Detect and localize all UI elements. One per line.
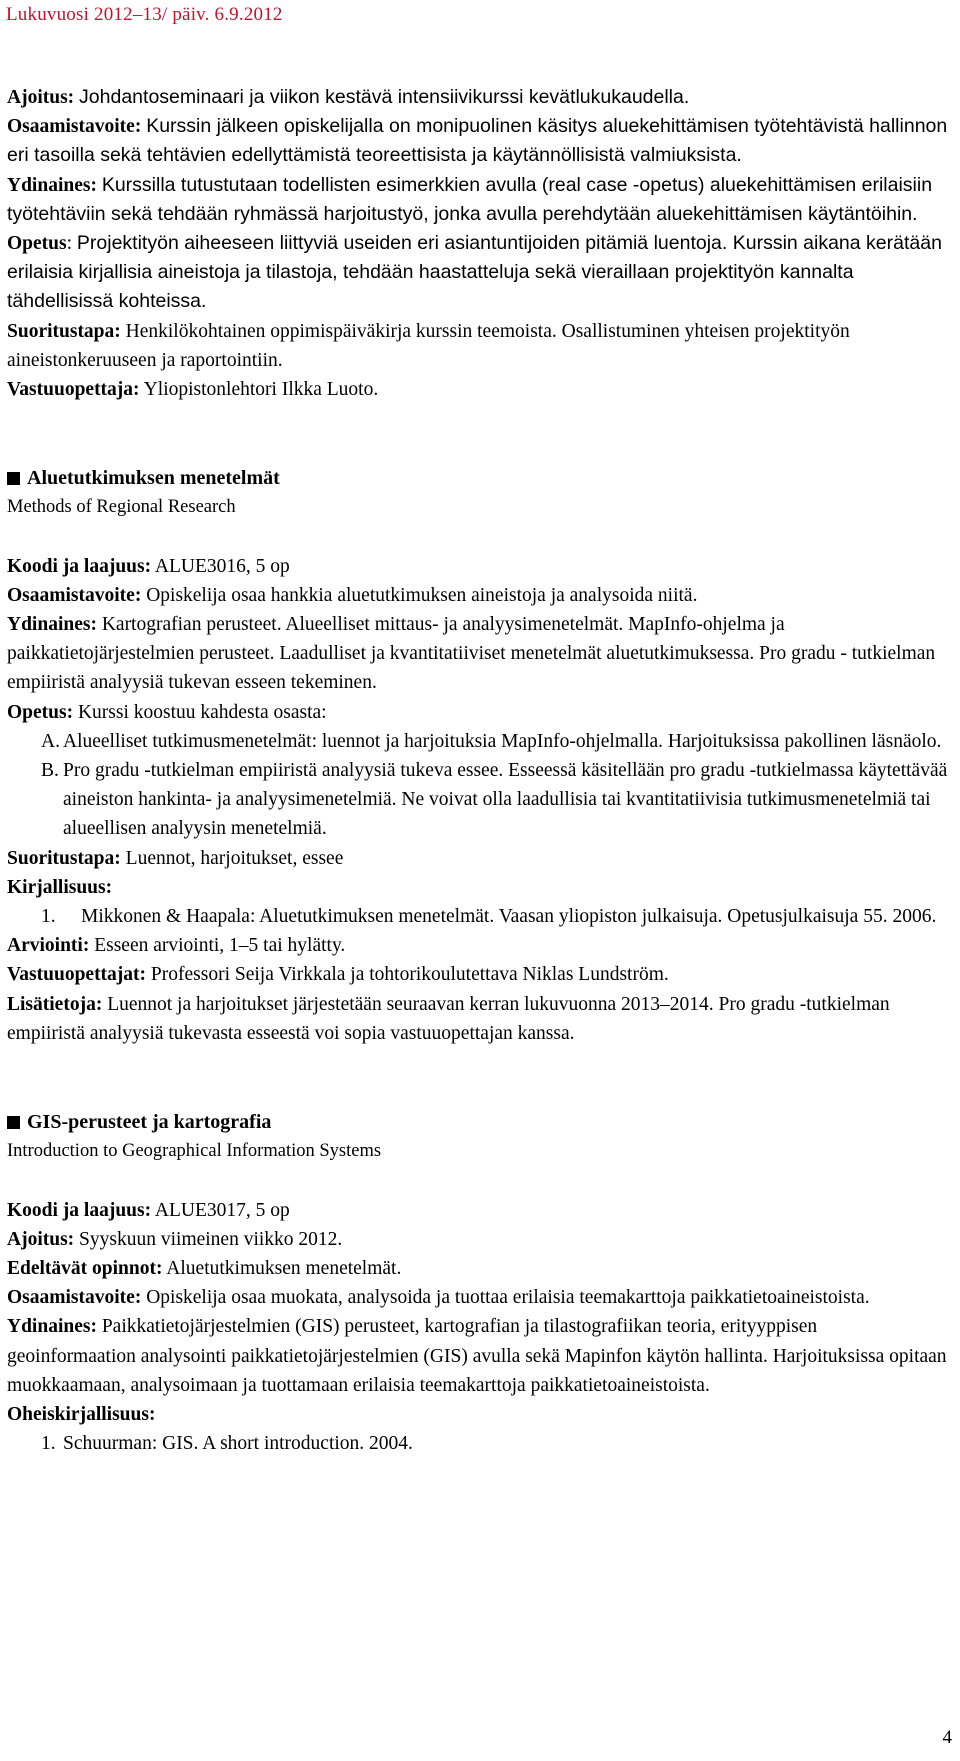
field-value: Kurssilla tutustutaan todellisten esimerkkien avulla (real case -opetus) aluekehittämisen erilaisiin työtehtäviin sekä tehdään ryhmässä harjoitustyö, jonka avulla perehdytään aluekehittämisen käytäntöihin. <box>7 173 933 225</box>
list-marker: 1. <box>41 1433 56 1455</box>
field-vastuuopettaja <box>7 375 950 404</box>
field-label: Suoritustapa: <box>7 320 121 342</box>
field-colon: : <box>66 233 73 255</box>
field-ydinaines <box>7 1312 950 1400</box>
field-arviointi <box>7 931 950 960</box>
spacer <box>7 1167 950 1196</box>
field-value: Luennot, harjoitukset, essee <box>125 847 344 869</box>
square-bullet-icon <box>7 472 20 485</box>
field-kirjallisuus <box>7 873 950 902</box>
field-label: Ydinaines: <box>7 614 97 636</box>
field-label: Ajoitus: <box>7 87 75 108</box>
field-value: Aluetutkimuksen menetelmät. <box>166 1257 402 1279</box>
field-value: Syyskuun viimeinen viikko 2012. <box>79 1228 343 1250</box>
field-value: Kurssin jälkeen opiskelijalla on monipuolinen käsitys aluekehittämisen työtehtävistä hallinnon eri tasoilla sekä tehtävien edellyttämistä teoreettisista ja käytännöllisistä valmiuksista. <box>7 115 948 167</box>
course-title <box>7 464 950 493</box>
field-lisatietoja <box>7 990 950 1048</box>
field-label: Edeltävät opinnot: <box>7 1257 163 1279</box>
field-ajoitus <box>7 1225 950 1254</box>
spacer <box>7 404 950 464</box>
course-subtitle: Methods of Regional Research <box>7 497 236 518</box>
field-value: Opiskelija osaa hankkia aluetutkimuksen aineistoja ja analysoida niitä. <box>146 584 698 606</box>
literature-list <box>7 902 950 931</box>
field-osaamistavoite <box>7 1283 950 1312</box>
field-label: Lisätietoja: <box>7 993 103 1015</box>
field-suoritustapa <box>7 844 950 873</box>
field-suoritustapa <box>7 317 950 375</box>
field-vastuuopettajat <box>7 960 950 989</box>
field-value: Esseen arviointi, 1–5 tai hylätty. <box>94 935 346 957</box>
list-marker: B. <box>41 760 59 782</box>
parts-list <box>7 727 950 844</box>
field-label: Oheiskirjallisuus: <box>7 1403 156 1425</box>
field-value: Kurssi koostuu kahdesta osasta: <box>77 701 327 723</box>
field-value: Yliopistonlehtori Ilkka Luoto. <box>143 379 379 401</box>
field-edeltavat <box>7 1254 950 1283</box>
field-label: Suoritustapa: <box>7 847 121 869</box>
field-value: ALUE3017, 5 op <box>154 1199 290 1221</box>
literature-list <box>7 1429 950 1458</box>
course-title-text: GIS-perusteet ja kartografia <box>27 1111 272 1134</box>
field-label: Kirjallisuus: <box>7 876 113 898</box>
list-text: Schuurman: GIS. A short introduction. 2004. <box>63 1433 413 1455</box>
course-section-gis-perusteet <box>7 1108 950 1458</box>
page-number: 4 <box>942 1727 952 1748</box>
page-header: Lukuvuosi 2012–13/ päiv. 6.9.2012 <box>6 4 283 25</box>
field-koodi <box>7 1196 950 1225</box>
list-marker: 1. <box>41 906 56 928</box>
field-label: Ajoitus: <box>7 1228 75 1250</box>
field-label: Koodi ja laajuus: <box>7 555 152 577</box>
course-title-text: Aluetutkimuksen menetelmät <box>27 467 280 490</box>
course-section-continued <box>7 83 950 404</box>
list-text: Mikkonen & Haapala: Aluetutkimuksen menetelmät. Vaasan yliopiston julkaisuja. Opetusjulkaisuja 55. 2006. <box>81 906 937 928</box>
field-label: Vastuuopettaja: <box>7 379 140 401</box>
field-label: Osaamistavoite: <box>7 584 142 606</box>
field-value: Paikkatietojärjestelmien (GIS) perusteet, kartografian ja tilastografiikan teoria, erityyppisen geoinformaation analysointi paikkatietojärjestelmien (GIS) avulla sekä Mapinfon käytön hallinta. Harjoituksissa opitaan muokkaamaan, analysoimaan ja tuottamaan erilaisia teemakarttoja paikkatietoaineistoista. <box>7 1316 947 1396</box>
course-section-aluetutkimuksen-menetelmat <box>7 464 950 1048</box>
field-value: Luennot ja harjoitukset järjestetään seuraavan kerran lukuvuonna 2013–2014. Pro gradu -tutkielman empiiristä analyysiä tukevasta esseestä voi sopia vastuuopettajan kanssa. <box>7 993 890 1044</box>
list-text: Pro gradu -tutkielman empiiristä analyysiä tukeva essee. Esseessä käsitellään pro gradu -tutkielmassa käytettävää aineiston hankinta- ja analyysimenetelmiä. Ne voivat olla laadullisia tai kvantitatiivisia tutkimusmenetelmiä tai alueellisen analyysin menetelmiä. <box>63 760 948 840</box>
field-label: Arviointi: <box>7 935 90 957</box>
field-value: Professori Seija Virkkala ja tohtorikoulutettava Niklas Lundström. <box>150 964 669 986</box>
field-label: Osaamistavoite: <box>7 116 142 138</box>
field-label: Koodi ja laajuus: <box>7 1199 152 1221</box>
list-item <box>7 727 950 756</box>
field-koodi <box>7 552 950 581</box>
course-subtitle: Introduction to Geographical Information Systems <box>7 1141 382 1162</box>
list-marker: A. <box>41 730 60 752</box>
field-opetus <box>7 698 950 727</box>
square-bullet-icon <box>7 1116 20 1129</box>
field-ydinaines <box>7 171 950 229</box>
field-value: Henkilökohtainen oppimispäiväkirja kurssin teemoista. Osallistuminen yhteisen projektityön aineistonkeruuseen ja raportointiin. <box>7 320 850 371</box>
field-value: Kartografian perusteet. Alueelliset mittaus- ja analyysimenetelmät. MapInfo-ohjelma ja paikkatietojärjestelmien perusteet. Laadulliset ja kvantitatiiviset menetelmät aluetutkimuksessa. Pro gradu - tutkielman empiiristä analyysiä tukevan esseen tekeminen. <box>7 614 936 694</box>
field-osaamistavoite <box>7 112 950 170</box>
field-ydinaines <box>7 610 950 698</box>
field-value: ALUE3016, 5 op <box>154 555 290 577</box>
list-item <box>7 1429 950 1458</box>
field-value: Opiskelija osaa muokata, analysoida ja tuottaa erilaisia teemakarttoja paikkatietoaineistoista. <box>146 1287 870 1309</box>
field-ajoitus <box>7 83 950 112</box>
field-label: Osaamistavoite: <box>7 1287 142 1309</box>
list-item <box>7 756 950 844</box>
list-text: Alueelliset tutkimusmenetelmät: luennot ja harjoituksia MapInfo-ohjelmalla. Harjoituksissa pakollinen läsnäolo. <box>63 730 942 752</box>
field-label: Ydinaines: <box>7 174 97 196</box>
spacer <box>7 523 950 552</box>
field-value: Johdantoseminaari ja viikon kestävä intensiivikurssi kevätlukukaudella. <box>79 86 690 108</box>
field-oheiskirjallisuus <box>7 1400 950 1429</box>
spacer <box>7 1048 950 1108</box>
page-content <box>7 83 950 1458</box>
field-label: Ydinaines: <box>7 1316 97 1338</box>
course-title <box>7 1108 950 1137</box>
field-label: Opetus <box>7 233 67 255</box>
field-osaamistavoite <box>7 581 950 610</box>
field-opetus <box>7 229 950 317</box>
field-label: Vastuuopettajat: <box>7 964 147 986</box>
field-value: Projektityön aiheeseen liittyviä useiden eri asiantuntijoiden pitämiä luentoja. Kurssin aikana kerätään erilaisia kirjallisia aineistoja ja tilastoja, tehdään haastatteluja sekä vieraillaan projektityön kannalta tähdellisissä kohteissa. <box>7 232 942 313</box>
list-item <box>7 902 950 931</box>
field-label: Opetus: <box>7 701 74 723</box>
